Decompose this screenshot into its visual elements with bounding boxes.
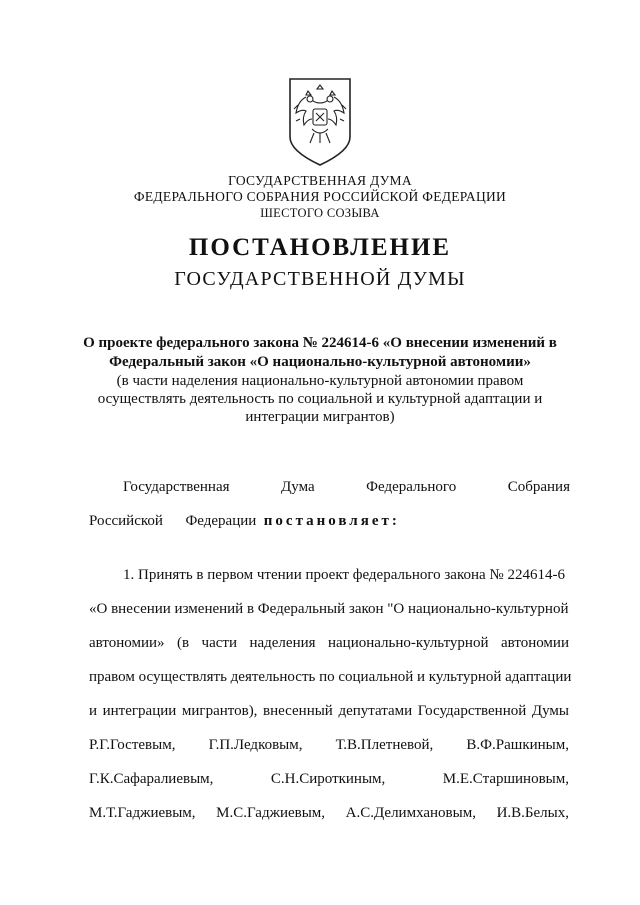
body-word: депутатами: [338, 703, 413, 719]
subject-line-2: Федеральный закон «О национально-культурной автономии»: [109, 354, 531, 370]
body-line-3: [89, 634, 569, 652]
body-line-5: [89, 702, 569, 720]
deputy-name: Г.К.Сафаралиевым,: [89, 771, 214, 787]
body-word: (в: [176, 635, 190, 651]
subject-line-5: интеграции мигрантов): [245, 409, 395, 425]
deputies-row-2: [89, 770, 569, 788]
body-word: интеграции: [102, 703, 177, 719]
deputies-row-3: [89, 804, 569, 822]
body-word: национально-культурной: [328, 635, 489, 651]
deputy-name: Г.П.Ледковым,: [208, 737, 303, 753]
deputy-name: В.Ф.Рашкиным,: [466, 737, 569, 753]
deputy-name: А.С.Делимхановым,: [345, 805, 476, 821]
header-convocation: ШЕСТОГО СОЗЫВА: [260, 206, 380, 220]
subject-line-4: осуществлять деятельность по социальной и культурной адаптации и: [97, 391, 543, 407]
body-word: Государственной: [417, 703, 527, 719]
deputy-name: И.В.Белых,: [496, 805, 569, 821]
body-line-2: «О внесении изменений в Федеральный закон "О национально-культурной: [89, 601, 569, 617]
deputy-name: Р.Г.Гостевым,: [89, 737, 176, 753]
document-subtitle: ГОСУДАРСТВЕННОЙ ДУМЫ: [174, 268, 466, 290]
deputy-name: М.Т.Гаджиевым,: [89, 805, 196, 821]
body-word: и: [89, 703, 98, 719]
header-duma: ГОСУДАРСТВЕННАЯ ДУМА: [228, 173, 412, 188]
deputy-name: М.С.Гаджиевым,: [216, 805, 326, 821]
preamble-line-2: [89, 512, 400, 530]
preamble-line-1: [123, 478, 570, 496]
deputy-name: М.Е.Старшиновым,: [442, 771, 569, 787]
body-word: Думы: [531, 703, 569, 719]
preamble-word: Российской: [89, 513, 163, 529]
body-word: автономии: [500, 635, 569, 651]
preamble-word: Дума: [281, 479, 315, 495]
subject-line-3: (в части наделения национально-культурной автономии правом: [116, 373, 524, 389]
preamble-word: Собрания: [507, 479, 570, 495]
body-word: части: [201, 635, 237, 651]
document-title: ПОСТАНОВЛЕНИЕ: [188, 234, 452, 261]
deputy-name: С.Н.Сироткиным,: [270, 771, 386, 787]
body-word: автономии»: [89, 635, 165, 651]
coat-of-arms-emblem: [286, 75, 354, 167]
deputy-name: Т.В.Плетневой,: [335, 737, 434, 753]
header-federal-assembly: ФЕДЕРАЛЬНОГО СОБРАНИЯ РОССИЙСКОЙ ФЕДЕРАЦИИ: [133, 189, 507, 204]
subject-line-1: О проекте федерального закона № 224614-6 «О внесении изменений в: [83, 335, 557, 351]
body-word: наделения: [249, 635, 316, 651]
deputies-row-1: [89, 736, 569, 754]
preamble-word: Федерации: [185, 513, 257, 529]
body-word: внесенный: [263, 703, 333, 719]
preamble-word: Государственная: [123, 479, 230, 495]
preamble-word: Федерального: [366, 479, 457, 495]
body-word: мигрантов),: [181, 703, 258, 719]
body-line-4: правом осуществлять деятельность по социальной и культурной адаптации: [89, 669, 572, 685]
body-line-1: 1. Принять в первом чтении проект федерального закона № 224614-6: [123, 567, 565, 583]
preamble-decree-word: постановляет:: [263, 513, 400, 529]
